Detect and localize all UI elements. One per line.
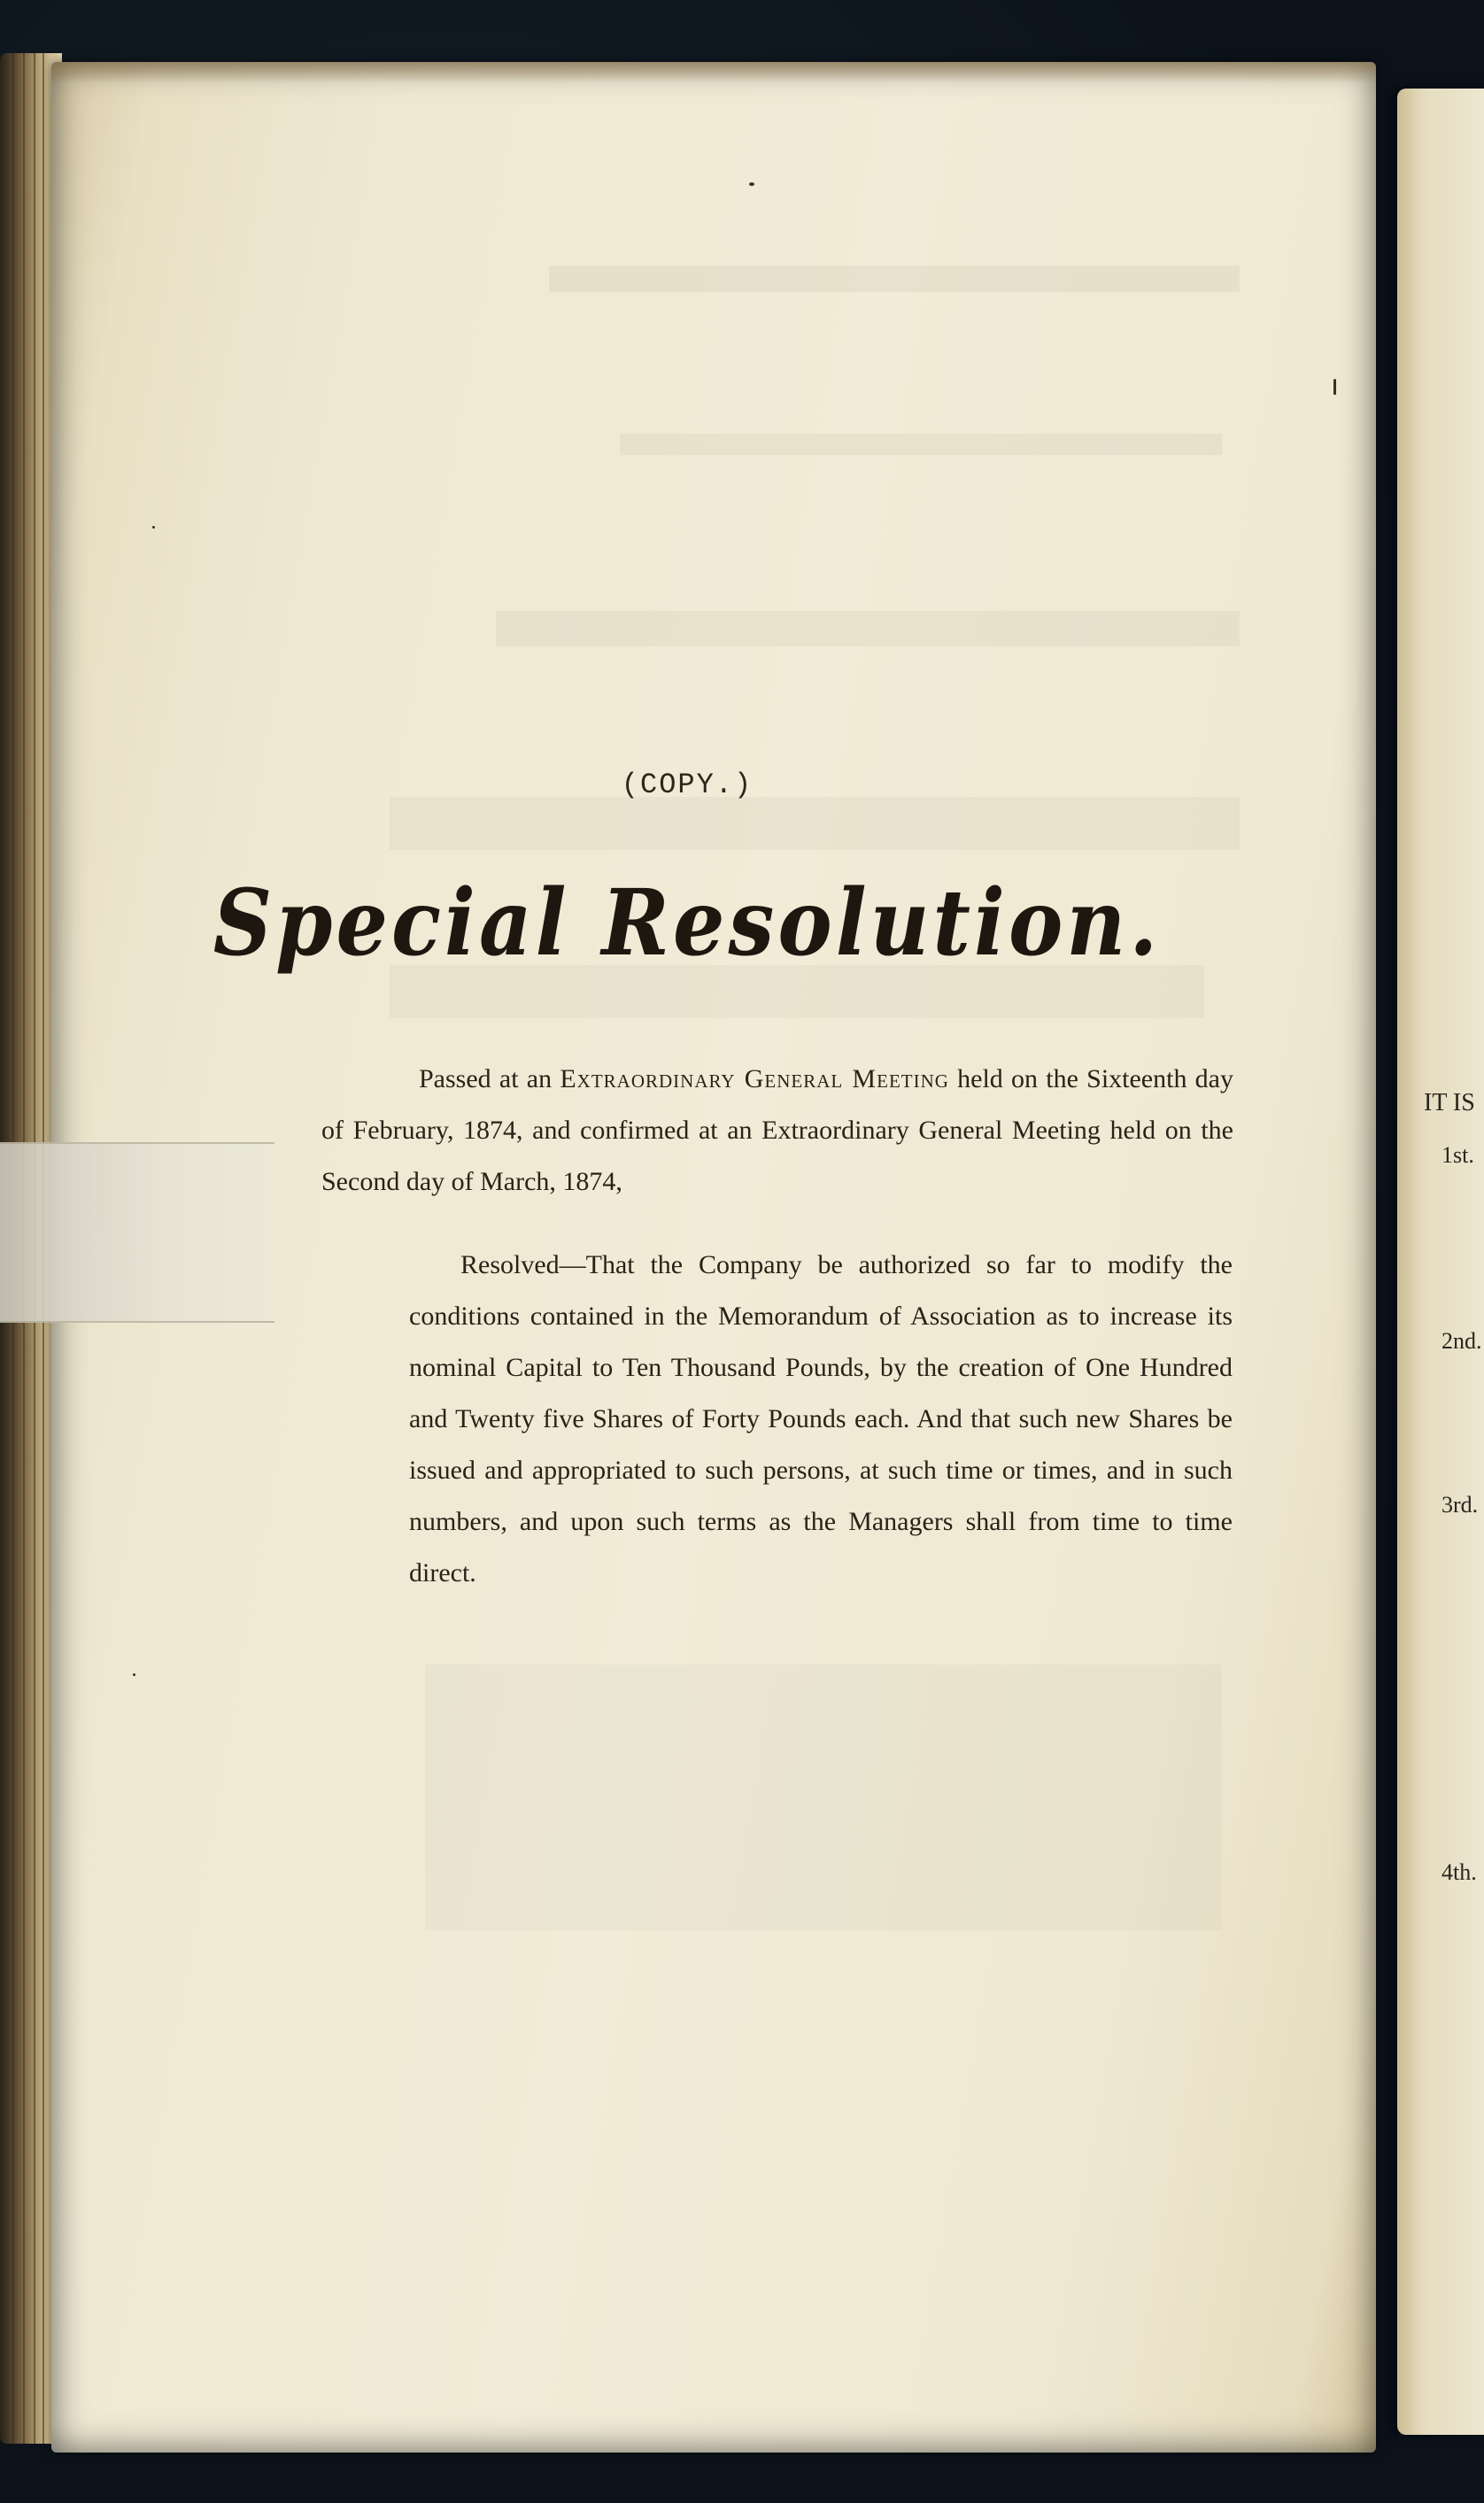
paper-speck	[133, 1673, 135, 1676]
bleed-through-mark	[496, 611, 1240, 646]
paper-tab-strip	[0, 1142, 274, 1323]
resolution-text: Resolved—That the Company be authorized so far to modify the conditions contained in the Memorandum of Association as to increase its nominal Capital to Ten Thousand Pounds, by the creation of One Hundred and Twenty five Shares of Forty Pounds each. And that such new Shares be issued and appropriated to such persons, at such time or times, and in such numbers, and upon such terms as the Managers shall from time to time direct.	[409, 1250, 1233, 1588]
preamble-lead: Passed at an	[419, 1064, 560, 1093]
page-top-edge	[51, 62, 1376, 83]
adjacent-page	[1397, 89, 1484, 2435]
bleed-through-mark	[390, 797, 1240, 850]
preamble-rest: held on the Sixteenth day of February, 1874, and confirmed at an Extraordinary General Meeting held on the Second day of March, 1874,	[321, 1064, 1233, 1196]
copy-label: (COPY.)	[621, 769, 754, 801]
adjacent-heading-fragment: IT IS	[1424, 1089, 1475, 1116]
adjacent-item-4: 4th.	[1441, 1859, 1477, 1885]
resolution-preamble	[321, 1054, 1233, 1208]
paper-speck	[152, 526, 155, 529]
bleed-through-mark	[620, 434, 1222, 455]
meeting-name: Extraordinary General Meeting	[560, 1064, 949, 1093]
adjacent-item-1: 1st.	[1441, 1142, 1474, 1168]
adjacent-item-2: 2nd.	[1441, 1328, 1482, 1354]
page-title: Special Resolution.	[213, 869, 1162, 977]
adjacent-item-3: 3rd.	[1441, 1492, 1479, 1518]
paper-speck	[749, 182, 754, 186]
bleed-through-mark	[425, 1665, 1222, 1930]
paper-speck	[1333, 379, 1336, 395]
bleed-through-mark	[549, 266, 1240, 292]
